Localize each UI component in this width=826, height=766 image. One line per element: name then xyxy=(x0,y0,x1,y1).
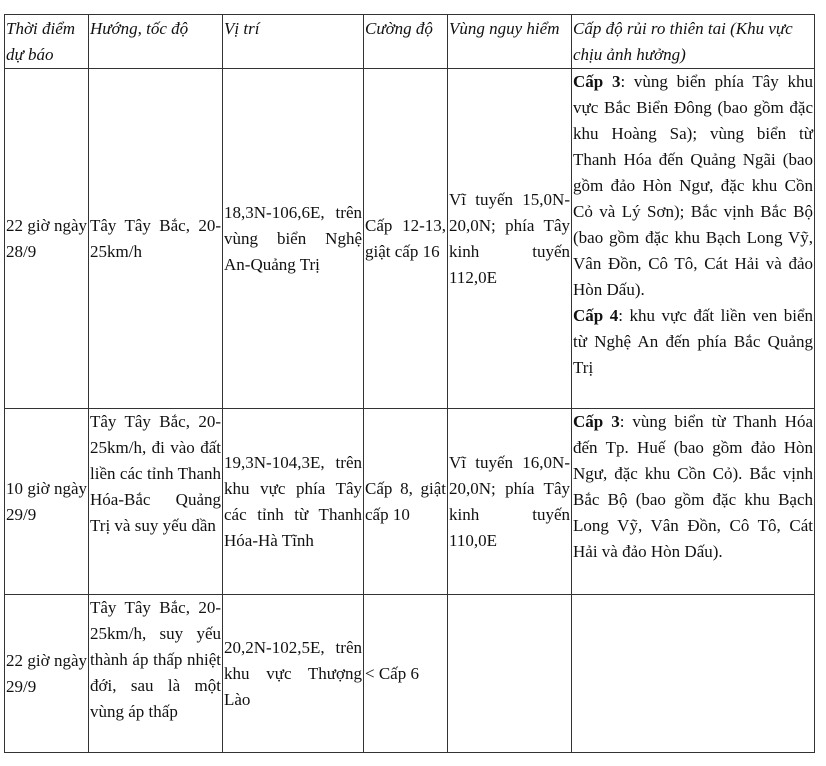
cell-intensity: Cấp 8, giật cấp 10 xyxy=(364,409,448,595)
cell-direction: Tây Tây Bắc, 20-25km/h, suy yếu thành áp thấp nhiệt đới, sau là một vùng áp thấp xyxy=(89,595,223,753)
risk-text: : khu vực đất liền ven biển từ Nghệ An đến phía Bắc Quảng Trị xyxy=(573,306,813,377)
header-position: Vị trí xyxy=(223,15,364,69)
cell-risk xyxy=(572,595,815,753)
table-header-row xyxy=(5,15,815,69)
risk-text: : vùng biển phía Tây khu vực Bắc Biển Đông (bao gồm đặc khu Hoàng Sa); vùng biển từ Thanh Hóa đến Quảng Ngãi (bao gồm đảo Hòn Ngư, đặc khu Cồn Cỏ và Lý Sơn); Bắc vịnh Bắc Bộ (bao gồm đặc khu Bạch Long Vỹ, Vân Đồn, Cô Tô, Cát Hải và đảo Hòn Dấu). xyxy=(573,72,813,299)
risk-paragraph xyxy=(573,303,813,381)
cell-direction: Tây Tây Bắc, 20-25km/h xyxy=(89,69,223,409)
cell-intensity: < Cấp 6 xyxy=(364,595,448,753)
cell-danger-zone: Vĩ tuyến 15,0N-20,0N; phía Tây kinh tuyến 112,0E xyxy=(448,69,572,409)
table-row xyxy=(5,409,815,595)
header-direction-speed: Hướng, tốc độ xyxy=(89,15,223,69)
risk-level: Cấp 4 xyxy=(573,306,619,325)
header-forecast-time: Thời điểm dự báo xyxy=(5,15,89,69)
cell-position: 19,3N-104,3E, trên khu vực phía Tây các tỉnh từ Thanh Hóa-Hà Tĩnh xyxy=(223,409,364,595)
table-row xyxy=(5,595,815,753)
cell-risk xyxy=(572,409,815,595)
cell-intensity: Cấp 12-13, giật cấp 16 xyxy=(364,69,448,409)
risk-level: Cấp 3 xyxy=(573,412,620,431)
cell-position: 20,2N-102,5E, trên khu vực Thượng Lào xyxy=(223,595,364,753)
risk-level: Cấp 3 xyxy=(573,72,621,91)
cell-risk xyxy=(572,69,815,409)
risk-paragraph xyxy=(573,409,813,565)
risk-text: : vùng biển từ Thanh Hóa đến Tp. Huế (bao gồm đảo Hòn Ngư, đặc khu Cồn Cỏ). Bắc vịnh Bắc Bộ (bao gồm đặc khu Bạch Long Vỹ, Vân Đồn, Cô Tô, Cát Hải và đảo Hòn Dấu). xyxy=(573,412,814,561)
risk-paragraph xyxy=(573,69,813,303)
cell-time: 10 giờ ngày 29/9 xyxy=(5,409,89,595)
cell-position: 18,3N-106,6E, trên vùng biển Nghệ An-Quảng Trị xyxy=(223,69,364,409)
cell-danger-zone xyxy=(448,595,572,753)
header-danger-zone: Vùng nguy hiểm xyxy=(448,15,572,69)
header-intensity: Cường độ xyxy=(364,15,448,69)
header-risk-level: Cấp độ rủi ro thiên tai (Khu vực chịu ảnh hưởng) xyxy=(572,15,815,69)
cell-time: 22 giờ ngày 28/9 xyxy=(5,69,89,409)
table-row xyxy=(5,69,815,409)
forecast-table xyxy=(4,14,815,753)
cell-danger-zone: Vĩ tuyến 16,0N-20,0N; phía Tây kinh tuyến 110,0E xyxy=(448,409,572,595)
cell-time: 22 giờ ngày 29/9 xyxy=(5,595,89,753)
cell-direction: Tây Tây Bắc, 20-25km/h, đi vào đất liền các tỉnh Thanh Hóa-Bắc Quảng Trị và suy yếu dần xyxy=(89,409,223,595)
